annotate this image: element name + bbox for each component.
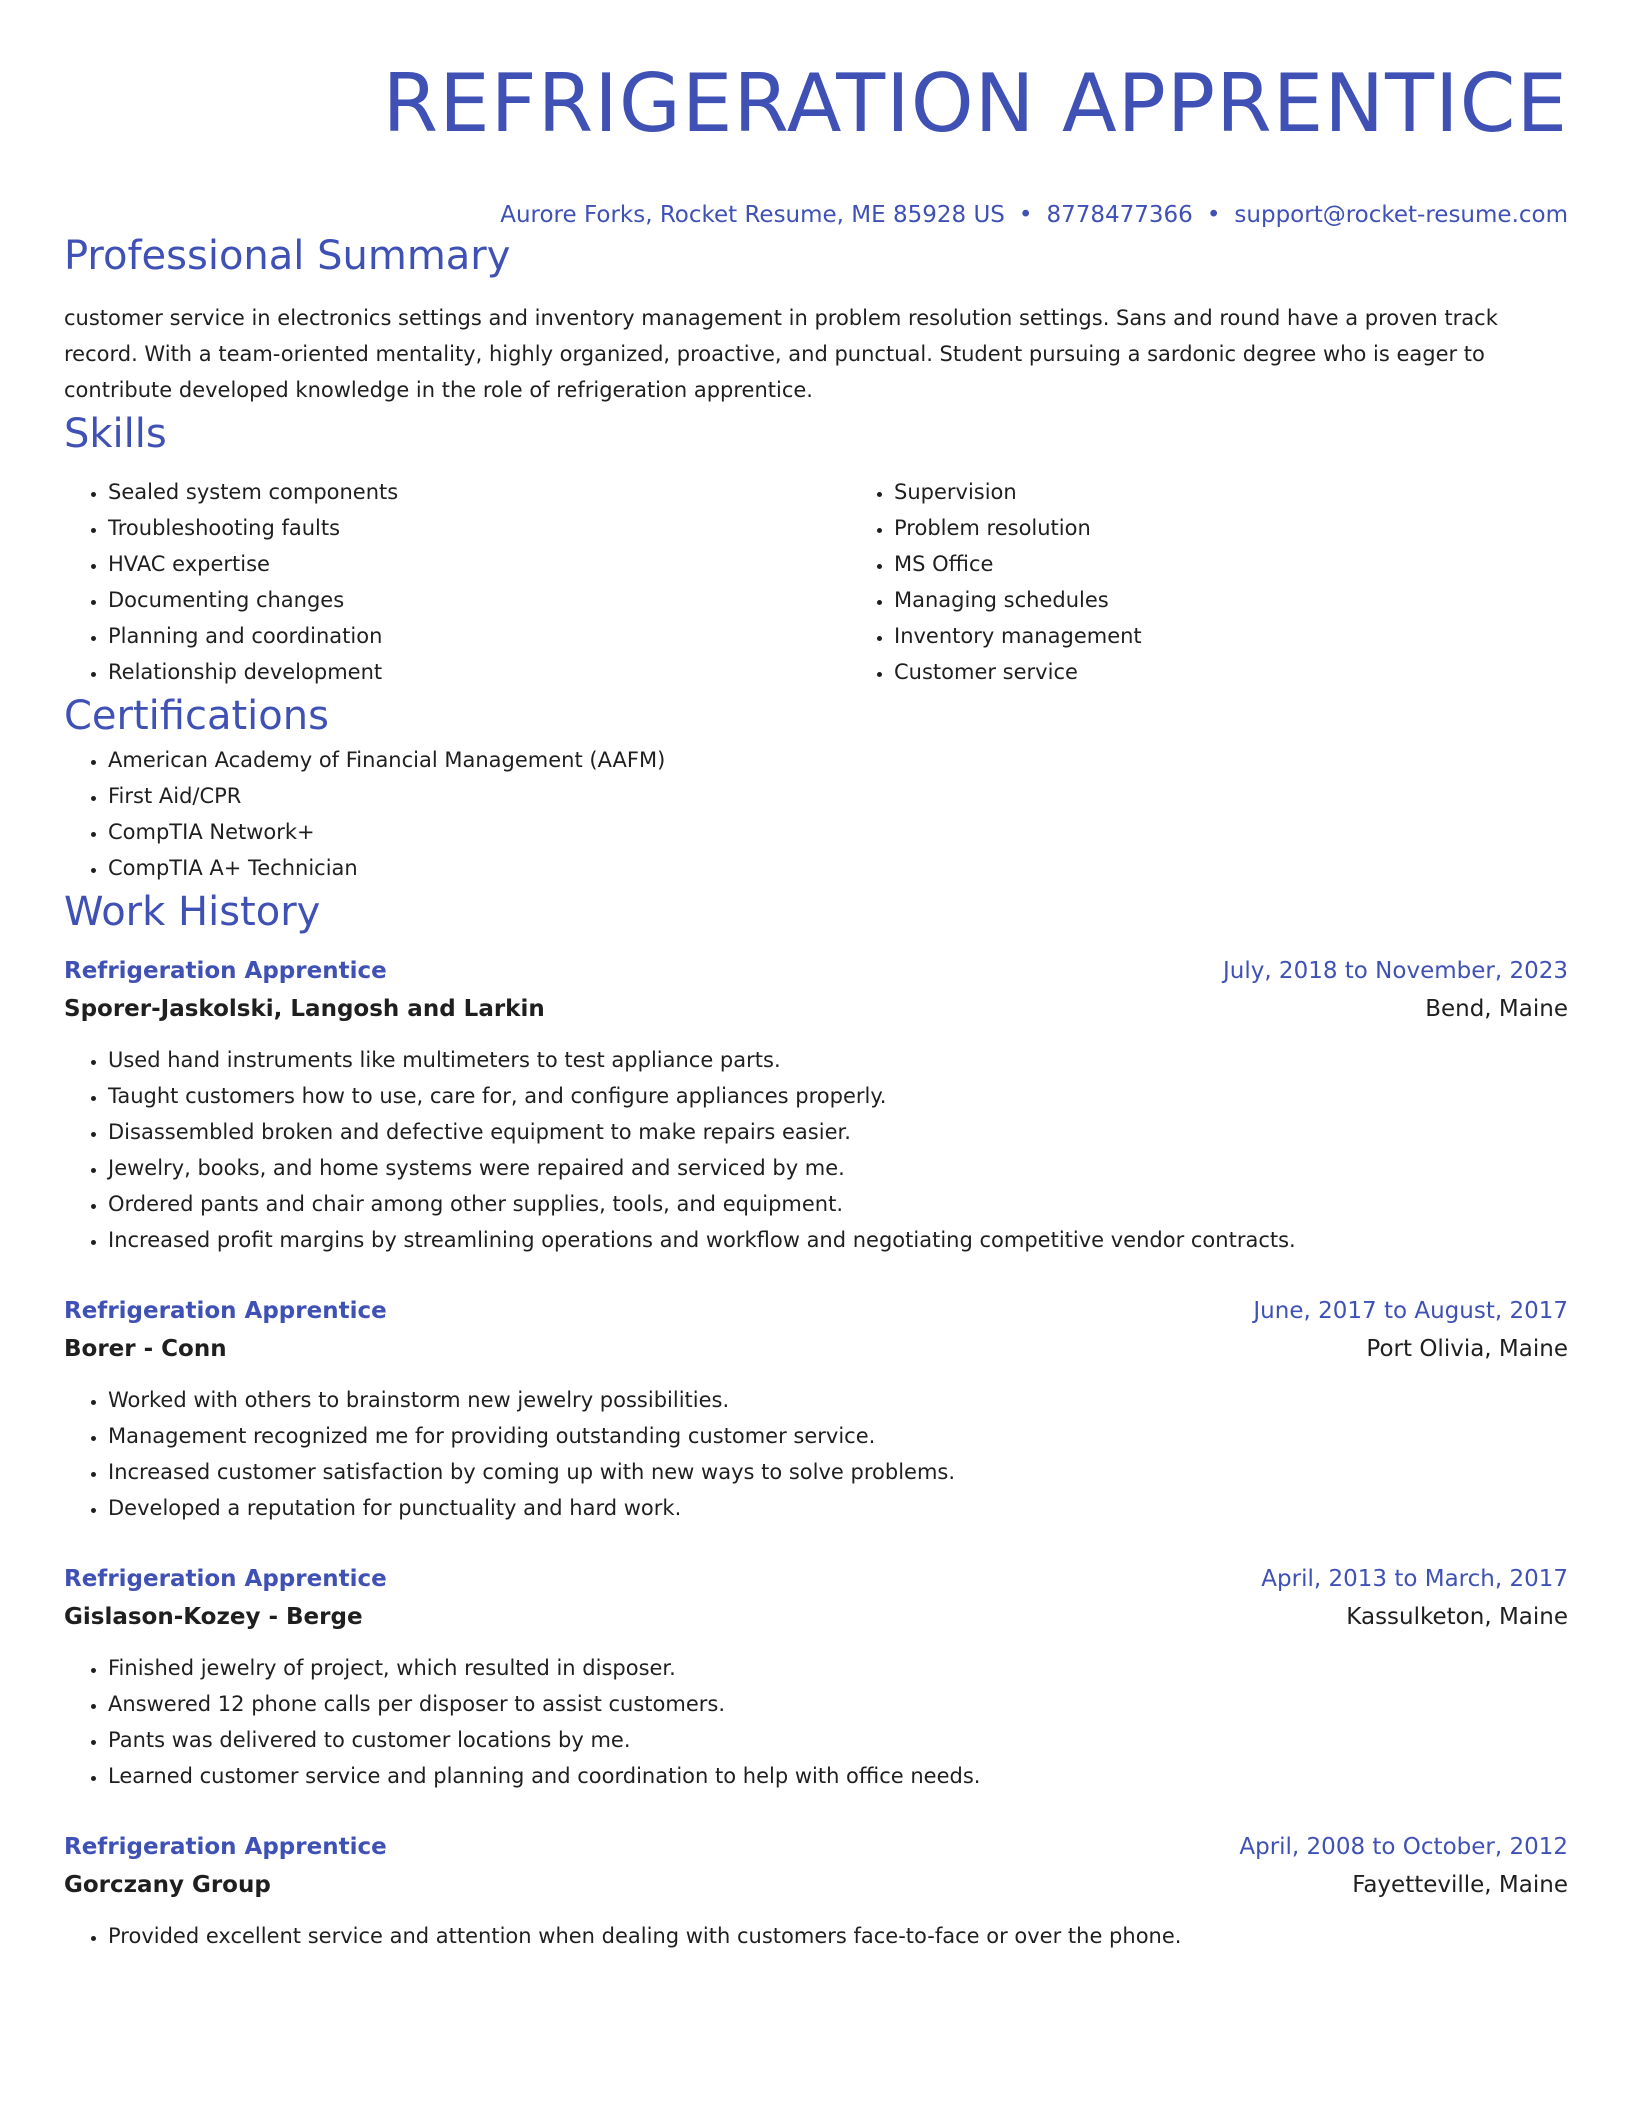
- certifications-list: [64, 742, 1568, 886]
- job-bullet: • Jewelry, books, and home systems were repaired and serviced by me.: [108, 1150, 1568, 1186]
- certification-item: • CompTIA Network+: [108, 814, 1568, 850]
- job-company-row: [64, 1330, 1568, 1368]
- job-bullet: • Increased profit margins by streamlining operations and workflow and negotiating competitive vendor contracts.: [108, 1222, 1568, 1258]
- contact-separator: •: [1018, 202, 1033, 228]
- job-bullet: • Used hand instruments like multimeters to test appliance parts.: [108, 1042, 1568, 1078]
- job-bullet: • Learned customer service and planning and coordination to help with office needs.: [108, 1758, 1568, 1794]
- resume-header: [64, 0, 1568, 230]
- skill-item: • Planning and coordination: [108, 618, 850, 654]
- certification-item: • CompTIA A+ Technician: [108, 850, 1568, 886]
- job-bullet: • Finished jewelry of project, which resulted in disposer.: [108, 1650, 1568, 1686]
- job-title: Refrigeration Apprentice: [64, 1834, 387, 1860]
- skills-list-right: [850, 474, 1568, 690]
- skills-heading: Skills: [64, 411, 167, 457]
- job-bullet: • Ordered pants and chair among other supplies, tools, and equipment.: [108, 1186, 1568, 1222]
- skills-list-left: [64, 474, 850, 690]
- contact-phone: 8778477366: [1046, 202, 1193, 228]
- job-title-row: [64, 1828, 1568, 1866]
- job-location: Kassulketon, Maine: [1346, 1604, 1568, 1630]
- job-entry: [64, 952, 1568, 1258]
- job-entry: [64, 1292, 1568, 1526]
- certifications-heading: Certifications: [64, 693, 329, 739]
- skills-grid: [64, 474, 1568, 690]
- skill-item: • MS Office: [894, 546, 1568, 582]
- skills-section: [64, 408, 1568, 690]
- skill-item: • Inventory management: [894, 618, 1568, 654]
- job-dates: July, 2018 to November, 2023: [1222, 958, 1568, 984]
- skill-item: • Sealed system components: [108, 474, 850, 510]
- contact-line: [64, 200, 1568, 230]
- job-location: Fayetteville, Maine: [1352, 1872, 1568, 1898]
- job-title: Refrigeration Apprentice: [64, 1566, 387, 1592]
- work-history-heading: Work History: [64, 889, 321, 935]
- job-company: Sporer-Jaskolski, Langosh and Larkin: [64, 996, 545, 1022]
- job-company-row: [64, 990, 1568, 1028]
- job-company: Gislason-Kozey - Berge: [64, 1604, 363, 1630]
- job-bullets: [64, 1382, 1568, 1526]
- summary-text: customer service in electronics settings and inventory management in problem resolution settings. Sans and round have a proven track record. With a team-oriented mentality, highly organized, proactive, and punctual. Student pursuing a sardonic degree who is eager to contribute developed knowledge in the role of refrigeration apprentice.: [64, 306, 1498, 402]
- job-dates: June, 2017 to August, 2017: [1253, 1298, 1568, 1324]
- job-bullet: • Developed a reputation for punctuality and hard work.: [108, 1490, 1568, 1526]
- job-entry: [64, 1560, 1568, 1794]
- skill-item: • Troubleshooting faults: [108, 510, 850, 546]
- job-location: Port Olivia, Maine: [1366, 1336, 1568, 1362]
- skill-item: • Customer service: [894, 654, 1568, 690]
- job-title-row: [64, 952, 1568, 990]
- skill-item: • Managing schedules: [894, 582, 1568, 618]
- job-bullets: [64, 1650, 1568, 1794]
- job-title-row: [64, 1560, 1568, 1598]
- job-company-row: [64, 1866, 1568, 1904]
- skill-item: • Problem resolution: [894, 510, 1568, 546]
- job-dates: April, 2008 to October, 2012: [1239, 1834, 1568, 1860]
- job-location: Bend, Maine: [1425, 996, 1568, 1022]
- job-title: Refrigeration Apprentice: [64, 1298, 387, 1324]
- skill-item: • Relationship development: [108, 654, 850, 690]
- job-company-row: [64, 1598, 1568, 1636]
- contact-separator: •: [1206, 202, 1221, 228]
- job-entry: [64, 1828, 1568, 1954]
- certification-item: • First Aid/CPR: [108, 778, 1568, 814]
- summary-heading: Professional Summary: [64, 233, 511, 279]
- work-history-section: [64, 886, 1568, 1954]
- job-bullet: • Worked with others to brainstorm new jewelry possibilities.: [108, 1382, 1568, 1418]
- skill-item: • Documenting changes: [108, 582, 850, 618]
- job-bullets: [64, 1042, 1568, 1258]
- summary-section: [64, 230, 1568, 408]
- job-company: Gorczany Group: [64, 1872, 271, 1898]
- skill-item: • HVAC expertise: [108, 546, 850, 582]
- certification-item: • American Academy of Financial Management (AAFM): [108, 742, 1568, 778]
- job-bullet: • Disassembled broken and defective equipment to make repairs easier.: [108, 1114, 1568, 1150]
- job-company: Borer - Conn: [64, 1336, 227, 1362]
- job-bullet: • Answered 12 phone calls per disposer to assist customers.: [108, 1686, 1568, 1722]
- contact-address: Aurore Forks, Rocket Resume, ME 85928 US: [500, 202, 1005, 228]
- job-bullet: • Provided excellent service and attention when dealing with customers face-to-face or over the phone.: [108, 1918, 1568, 1954]
- certifications-section: [64, 690, 1568, 886]
- job-bullet: • Increased customer satisfaction by coming up with new ways to solve problems.: [108, 1454, 1568, 1490]
- job-dates: April, 2013 to March, 2017: [1261, 1566, 1568, 1592]
- job-bullet: • Management recognized me for providing outstanding customer service.: [108, 1418, 1568, 1454]
- job-title-row: [64, 1292, 1568, 1330]
- contact-email: support@rocket-resume.com: [1234, 202, 1568, 228]
- job-bullet: • Taught customers how to use, care for, and configure appliances properly.: [108, 1078, 1568, 1114]
- job-bullet: • Pants was delivered to customer locations by me.: [108, 1722, 1568, 1758]
- skill-item: • Supervision: [894, 474, 1568, 510]
- job-bullets: [64, 1918, 1568, 1954]
- candidate-name: REFRIGERATION APPRENTICE: [382, 57, 1568, 150]
- job-title: Refrigeration Apprentice: [64, 958, 387, 984]
